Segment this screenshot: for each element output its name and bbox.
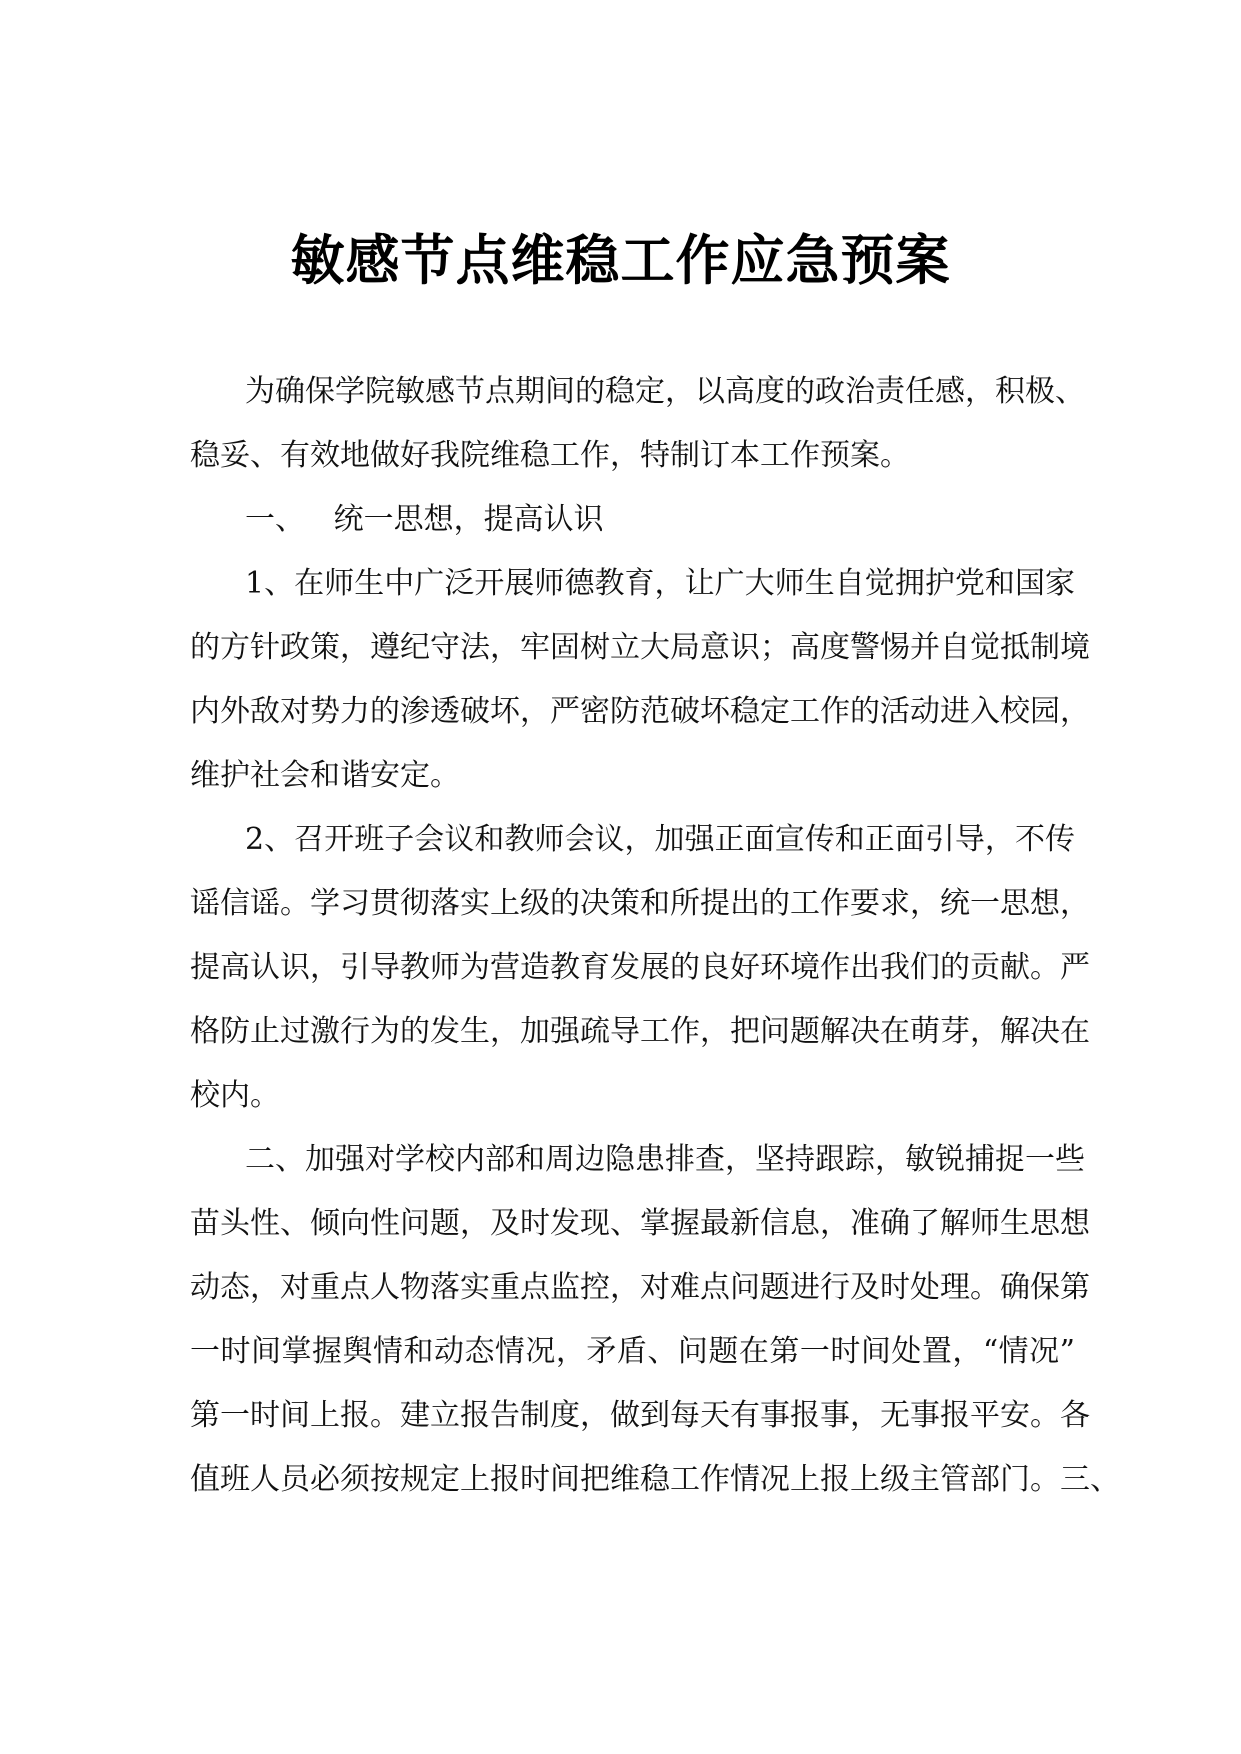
- paragraph-line: 内外敌对势力的渗透破坏，严密防范破坏稳定工作的活动进入校园，: [190, 694, 1090, 729]
- document-title: 敏感节点维稳工作应急预案: [290, 228, 951, 292]
- paragraph-line: 稳妥、有效地做好我院维稳工作，特制订本工作预案。: [190, 438, 910, 473]
- paragraph-line: 值班人员必须按规定上报时间把维稳工作情况上报上级主管部门。三、: [190, 1462, 1120, 1497]
- paragraph-line: 校内。: [190, 1078, 280, 1113]
- paragraph-line: 谣信谣。学习贯彻落实上级的决策和所提出的工作要求，统一思想，: [190, 886, 1090, 921]
- paragraph-line: 苗头性、倾向性问题，及时发现、掌握最新信息，准确了解师生思想: [190, 1206, 1090, 1241]
- paragraph-line: 维护社会和谐安定。: [190, 758, 460, 793]
- paragraph-line: 2、召开班子会议和教师会议，加强正面宣传和正面引导，不传: [245, 822, 1075, 857]
- paragraph-line: 为确保学院敏感节点期间的稳定，以高度的政治责任感，积极、: [245, 374, 1085, 409]
- section-heading-1: 一、 统一思想，提高认识: [245, 502, 604, 537]
- paragraph-line: 二、加强对学校内部和周边隐患排查，坚持跟踪，敏锐捕捉一些: [245, 1142, 1085, 1177]
- paragraph-line: 提高认识，引导教师为营造教育发展的良好环境作出我们的贡献。严: [190, 950, 1090, 985]
- paragraph-line: 一时间掌握舆情和动态情况，矛盾、问题在第一时间处置，“情况”: [190, 1334, 1075, 1369]
- paragraph-line: 1、在师生中广泛开展师德教育，让广大师生自觉拥护党和国家: [245, 566, 1075, 601]
- paragraph-line: 格防止过激行为的发生，加强疏导工作，把问题解决在萌芽，解决在: [190, 1014, 1090, 1049]
- paragraph-line: 第一时间上报。建立报告制度，做到每天有事报事，无事报平安。各: [190, 1398, 1090, 1433]
- paragraph-line: 动态，对重点人物落实重点监控，对难点问题进行及时处理。确保第: [190, 1270, 1090, 1305]
- paragraph-line: 的方针政策，遵纪守法，牢固树立大局意识；高度警惕并自觉抵制境: [190, 630, 1090, 665]
